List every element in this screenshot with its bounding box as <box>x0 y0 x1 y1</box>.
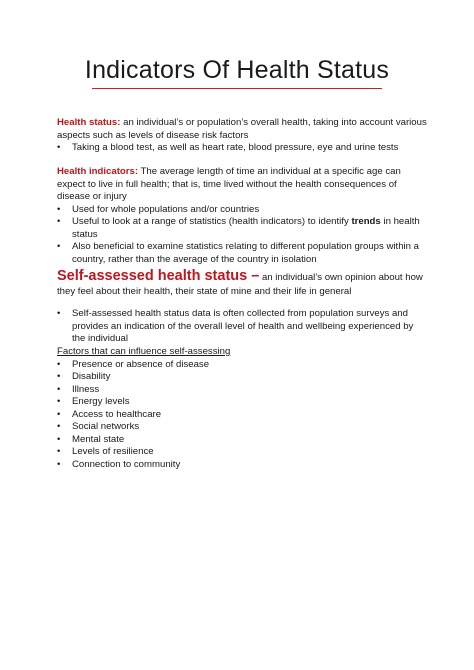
self-assessed-bullets <box>57 308 427 346</box>
factors-list <box>57 359 427 472</box>
trends-emphasis: trends <box>351 216 381 227</box>
health-status-bullets <box>57 142 427 155</box>
health-indicators-label: Health indicators: <box>57 166 139 177</box>
list-item: • Taking a blood test, as well as heart rate, blood pressure, eye and urine tests <box>57 142 399 153</box>
bullet-icon: • <box>57 383 61 395</box>
list-item: • Used for whole populations and/or countries <box>57 203 260 215</box>
bullet-icon: • <box>57 308 61 319</box>
health-indicators-paragraph <box>57 166 427 204</box>
list-item: • Useful to look at a range of statistics (health indicators) to identify trends in health status <box>57 216 420 240</box>
health-indicators-text: The average length of time an individual at a specific age can expect to live in full health; that is, time lived without the health consequences of disease or injury <box>57 166 401 202</box>
health-status-label: Health status: <box>57 117 121 128</box>
health-status-paragraph <box>57 117 427 142</box>
list-item: • Mental state <box>57 433 125 445</box>
factors-heading: Factors that can influence self-assessing <box>57 346 231 357</box>
health-indicators-section <box>57 166 427 266</box>
list-item: • Self-assessed health status data is often collected from population surveys and provides an indication of the overall level of health and wellbeing experienced by the individual <box>57 308 414 344</box>
bullet-icon: • <box>57 203 61 215</box>
page-title: Indicators Of Health Status <box>84 56 390 84</box>
health-status-text: an individual’s or population’s overall health, taking into account various aspects such as levels of disease risk factors <box>57 117 427 141</box>
bullet-icon: • <box>57 408 61 420</box>
list-item: • Presence or absence of disease <box>57 358 210 370</box>
list-item: • Social networks <box>57 421 140 432</box>
self-assessed-label: Self-assessed health status – <box>57 268 260 284</box>
list-item: • Levels of resilience <box>57 446 154 457</box>
bullet-icon: • <box>57 421 61 432</box>
bullet-icon: • <box>57 433 61 445</box>
list-item: • Access to healthcare <box>57 408 162 420</box>
self-assessed-paragraph <box>57 269 427 299</box>
factors-section <box>57 346 427 471</box>
list-item: • Disability <box>57 371 111 382</box>
self-assessed-bullets-block <box>57 308 427 346</box>
health-indicators-bullets <box>57 204 427 267</box>
bullet-icon: • <box>57 371 61 382</box>
self-assessed-text: an individual’s own opinion about how they feel about their health, their state of mine and their life in general <box>57 272 423 297</box>
list-item: • Energy levels <box>57 396 130 407</box>
bullet-icon: • <box>57 446 61 457</box>
bullet-icon: • <box>57 216 61 227</box>
self-assessed-section <box>57 269 427 299</box>
bullet-icon: • <box>57 358 61 370</box>
bullet-icon: • <box>57 142 61 153</box>
list-item: • Illness <box>57 383 100 395</box>
bullet-icon: • <box>57 396 61 407</box>
list-item: • Also beneficial to examine statistics relating to different population groups within a country, rather than the average of the country in isolation <box>57 241 419 265</box>
list-item: • Connection to community <box>57 458 181 470</box>
bullet-icon: • <box>57 241 61 252</box>
health-status-section <box>57 117 427 155</box>
title-underline <box>92 88 382 89</box>
bullet-icon: • <box>57 458 61 470</box>
